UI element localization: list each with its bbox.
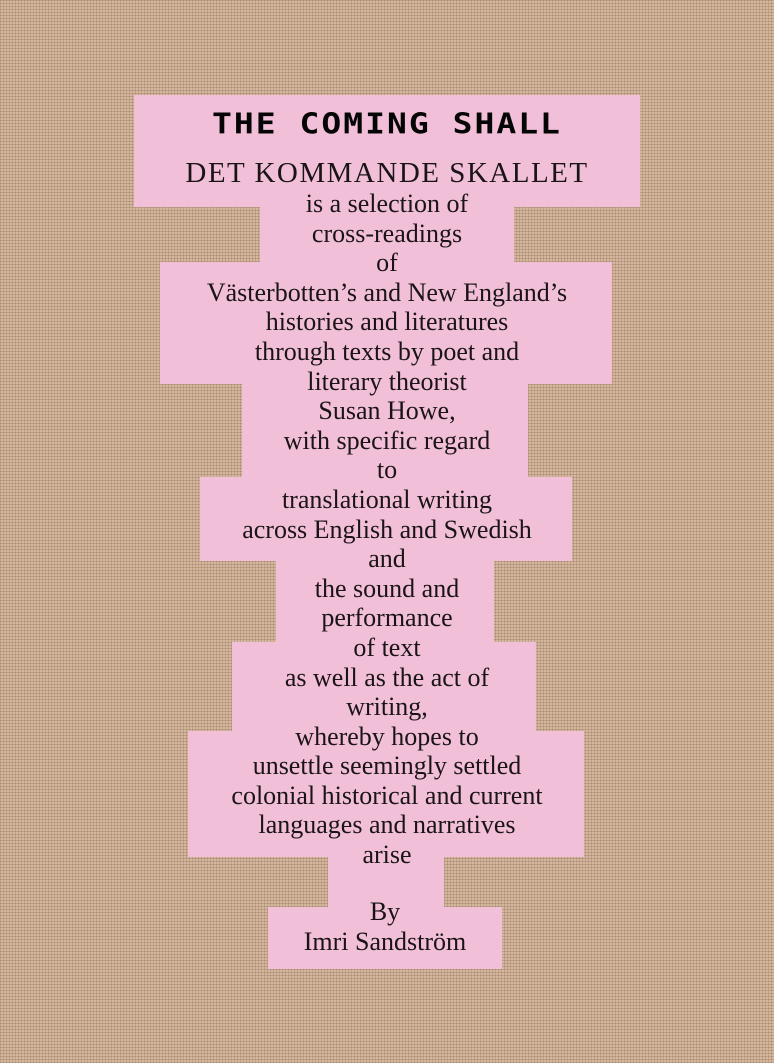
description-line: cross-readings [311,218,463,248]
description-line: writing, [346,692,428,722]
description-line: performance [321,603,453,633]
description-line: to [376,455,398,485]
description-line: of text [353,632,421,662]
description-line: through texts by poet and [254,336,520,366]
byline [268,897,502,956]
description-line: translational writing [281,484,493,514]
description-line: Susan Howe, [318,396,456,426]
description-line: across English and Swedish [242,514,532,544]
description-line: and [368,544,406,574]
description-line: the sound and [314,573,460,603]
description-line: of [376,248,398,278]
description-line: colonial historical and current [231,780,543,810]
description-line: as well as the act of [284,662,490,692]
description-line: arise [362,840,412,870]
description-line: whereby hopes to [295,721,479,751]
description-text [0,189,774,870]
description-line: with specific regard [283,425,491,455]
description-line: literary theorist [307,366,467,396]
cover-title: THE COMING SHALL [212,107,562,141]
description-line: histories and literatures [265,307,509,337]
author-name: Imri Sandström [303,926,467,956]
description-line: Västerbotten’s and New England’s [206,277,568,307]
byline-by: By [369,897,401,926]
description-line: languages and narratives [258,810,516,840]
description-line: is a selection of [305,189,469,218]
description-line: unsettle seemingly settled [252,751,522,781]
cover-subtitle: DET KOMMANDE SKALLET [185,157,589,189]
